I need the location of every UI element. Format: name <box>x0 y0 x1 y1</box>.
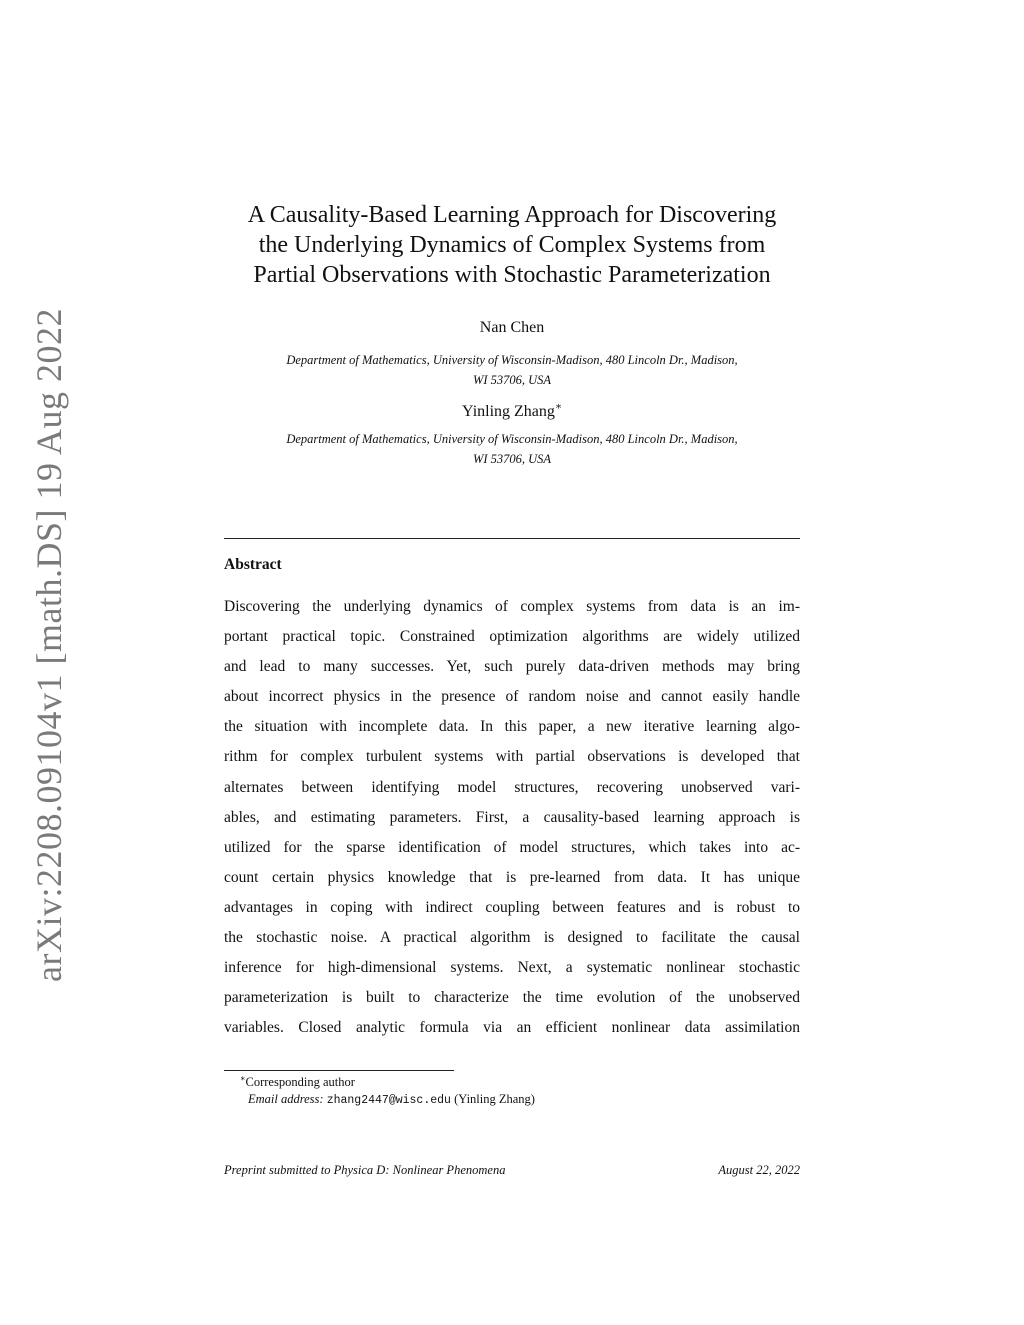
author-name-text: Yinling Zhang <box>462 403 555 420</box>
abstract-line: parameterization is built to characterize the time evolution of the unobserved <box>224 989 800 1007</box>
preprint-note: Preprint submitted to Physica D: Nonlinear Phenomena <box>224 1163 506 1177</box>
abstract-line: ables, and estimating parameters. First, a causality-based learning approach is <box>224 808 800 826</box>
footnote-rule <box>224 1070 454 1071</box>
abstract-line: inference for high-dimensional systems. Next, a systematic nonlinear stochastic <box>224 959 800 977</box>
abstract-line: utilized for the sparse identification of model structures, which takes into ac- <box>224 838 800 856</box>
paper-title <box>200 200 824 290</box>
title-line: the Underlying Dynamics of Complex Systems from <box>258 232 766 258</box>
affiliation-line: WI 53706, USA <box>472 452 552 466</box>
author-name-2 <box>200 403 824 421</box>
author-affiliation-2 <box>200 429 824 469</box>
email-label: Email address: <box>248 1092 324 1106</box>
abstract-line: about incorrect physics in the presence of random noise and cannot easily handle <box>224 688 800 706</box>
affiliation-line: Department of Mathematics, University of Wisconsin-Madison, 480 Lincoln Dr., Madison, <box>286 353 738 367</box>
footnote-email-line <box>240 1091 535 1109</box>
abstract-line: count certain physics knowledge that is pre-learned from data. It has unique <box>224 868 800 886</box>
footnote-corresponding <box>240 1074 535 1091</box>
abstract-body <box>224 592 800 1043</box>
arxiv-identifier-stamp <box>14 308 84 982</box>
footnote-marker: ∗ <box>240 1073 246 1083</box>
footnote-text: Corresponding author <box>245 1075 355 1089</box>
footnote <box>240 1074 535 1109</box>
email-owner: (Yinling Zhang) <box>454 1092 535 1106</box>
abstract-line: the situation with incomplete data. In this paper, a new iterative learning algo- <box>224 718 800 736</box>
abstract-line: and lead to many successes. Yet, such purely data-driven methods may bring <box>224 658 800 676</box>
corresponding-author-marker: ∗ <box>554 401 562 413</box>
author-affiliation-1 <box>200 350 824 390</box>
author-name-text: Nan Chen <box>479 319 545 336</box>
affiliation-line: WI 53706, USA <box>472 373 552 387</box>
title-line: Partial Observations with Stochastic Parameterization <box>253 262 771 288</box>
email-address-link[interactable]: zhang2447@wisc.edu <box>326 1094 451 1107</box>
affiliation-line: Department of Mathematics, University of Wisconsin-Madison, 480 Lincoln Dr., Madison, <box>286 432 738 446</box>
preprint-date: August 22, 2022 <box>718 1163 800 1177</box>
abstract-line: alternates between identifying model structures, recovering unobserved vari- <box>224 778 800 796</box>
abstract-line: variables. Closed analytic formula via an efficient nonlinear data assimilation <box>224 1019 800 1037</box>
abstract-line: the stochastic noise. A practical algorithm is designed to facilitate the causal <box>224 929 800 947</box>
arxiv-identifier-text: arXiv:2208.09104v1 [math.DS] 19 Aug 2022 <box>29 308 69 982</box>
abstract-line: advantages in coping with indirect coupling between features and is robust to <box>224 898 800 916</box>
author-name-1 <box>200 319 824 337</box>
abstract-top-rule <box>224 538 800 539</box>
abstract-line: rithm for complex turbulent systems with partial observations is developed that <box>224 748 800 766</box>
title-line: A Causality-Based Learning Approach for Discovering <box>247 202 777 228</box>
abstract-heading: Abstract <box>224 556 282 573</box>
abstract-line: portant practical topic. Constrained optimization algorithms are widely utilized <box>224 628 800 646</box>
abstract-line: Discovering the underlying dynamics of complex systems from data is an im- <box>224 598 800 615</box>
